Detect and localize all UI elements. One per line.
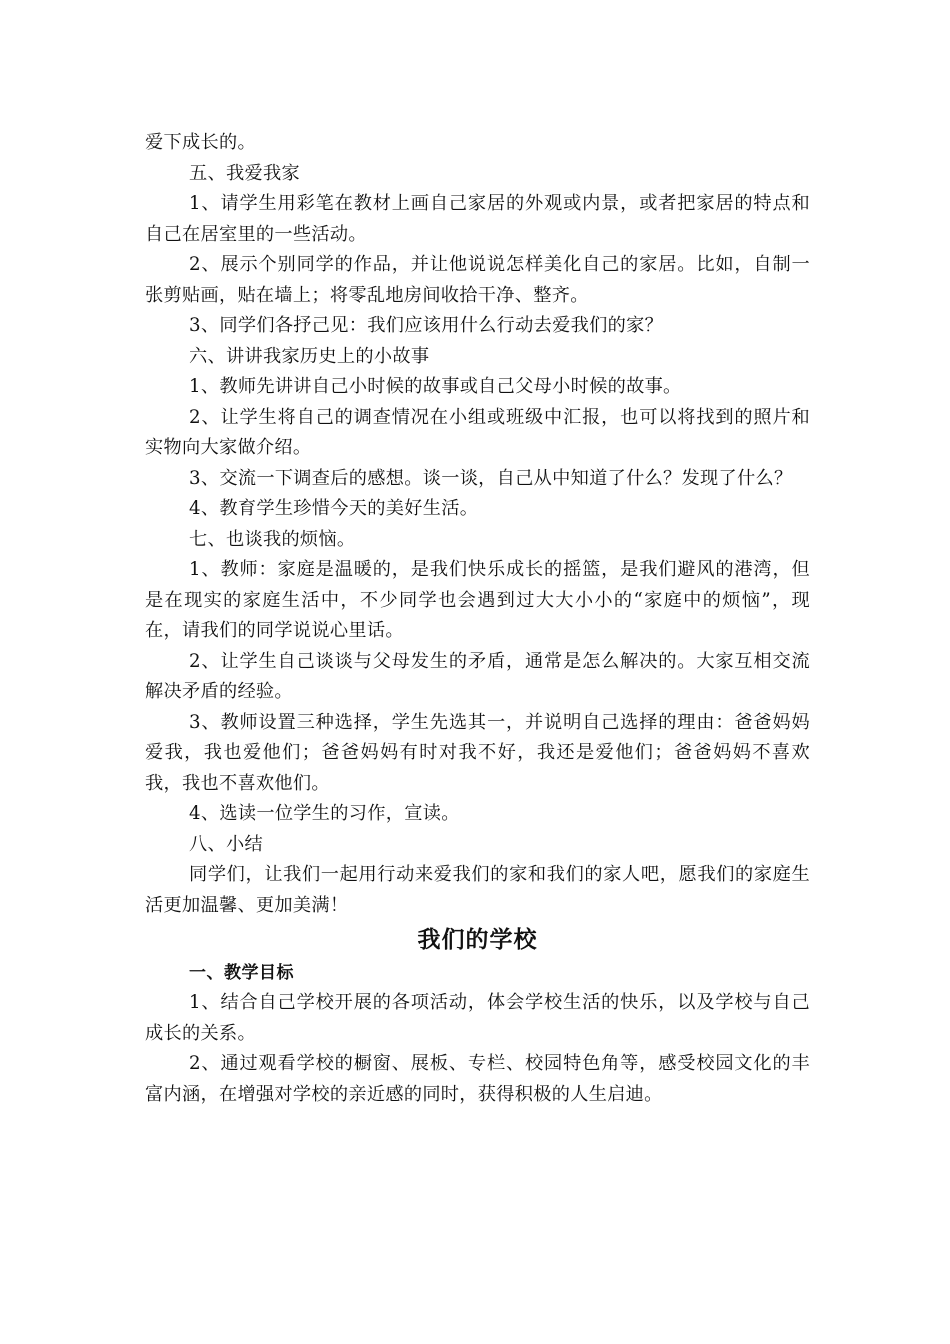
paragraph: 同学们，让我们一起用行动来爱我们的家和我们的家人吧，愿我们的家庭生活更加温馨、更加美满！ (145, 864, 810, 916)
document-body (145, 128, 810, 1110)
paragraph: 2、让学生将自己的调查情况在小组或班级中汇报，也可以将找到的照片和实物向大家做介绍。 (145, 406, 810, 458)
paragraph: 八、小结 (189, 833, 263, 855)
paragraph: 4、教育学生珍惜今天的美好生活。 (189, 498, 479, 519)
paragraph: 1、结合自己学校开展的各项活动，体会学校生活的快乐，以及学校与自己成长的关系。 (145, 992, 810, 1044)
lesson-title: 我们的学校 (417, 927, 538, 953)
paragraph: 3、同学们各抒己见：我们应该用什么行动去爱我们的家？ (189, 315, 664, 336)
paragraph: 4、选读一位学生的习作，宣读。 (189, 803, 460, 824)
paragraph: 3、教师设置三种选择，学生先选其一，并说明自己选择的理由：爸爸妈妈爱我，我也爱他们；爸爸妈妈有时对我不好，我还是爱他们；爸爸妈妈不喜欢我，我也不喜欢他们。 (145, 711, 810, 794)
lesson-plan-continuation (145, 128, 810, 921)
paragraph: 1、教师：家庭是温暖的，是我们快乐成长的摇篮，是我们避风的港湾，但是在现实的家庭生活中，不少同学也会遇到过大大小小的“家庭中的烦恼”，现在，请我们的同学说说心里话。 (145, 559, 810, 641)
section-heading: 一、教学目标 (189, 963, 294, 983)
paragraph: 七、也谈我的烦恼。 (189, 528, 356, 550)
paragraph: 2、让学生自己谈谈与父母发生的矛盾，通常是怎么解决的。大家互相交流解决矛盾的经验。 (145, 650, 810, 702)
teaching-objectives (145, 988, 810, 1110)
paragraph: 爱下成长的。 (145, 132, 256, 153)
paragraph: 2、展示个别同学的作品，并让他说说怎样美化自己的家居。比如，自制一张剪贴画，贴在墙上；将零乱地房间收拾干净、整齐。 (145, 254, 810, 306)
paragraph: 1、教师先讲讲自己小时候的故事或自己父母小时候的故事。 (189, 376, 682, 397)
paragraph: 1、请学生用彩笔在教材上画自己家居的外观或内景，或者把家居的特点和自己在居室里的一些活动。 (145, 193, 810, 245)
paragraph: 2、通过观看学校的橱窗、展板、专栏、校园特色角等，感受校园文化的丰富内涵，在增强对学校的亲近感的同时，获得积极的人生启迪。 (145, 1053, 810, 1105)
paragraph: 五、我爱我家 (189, 162, 300, 184)
paragraph: 3、交流一下调查后的感想。谈一谈，自己从中知道了什么？发现了什么？ (189, 467, 793, 489)
paragraph: 六、讲讲我家历史上的小故事 (189, 345, 430, 367)
